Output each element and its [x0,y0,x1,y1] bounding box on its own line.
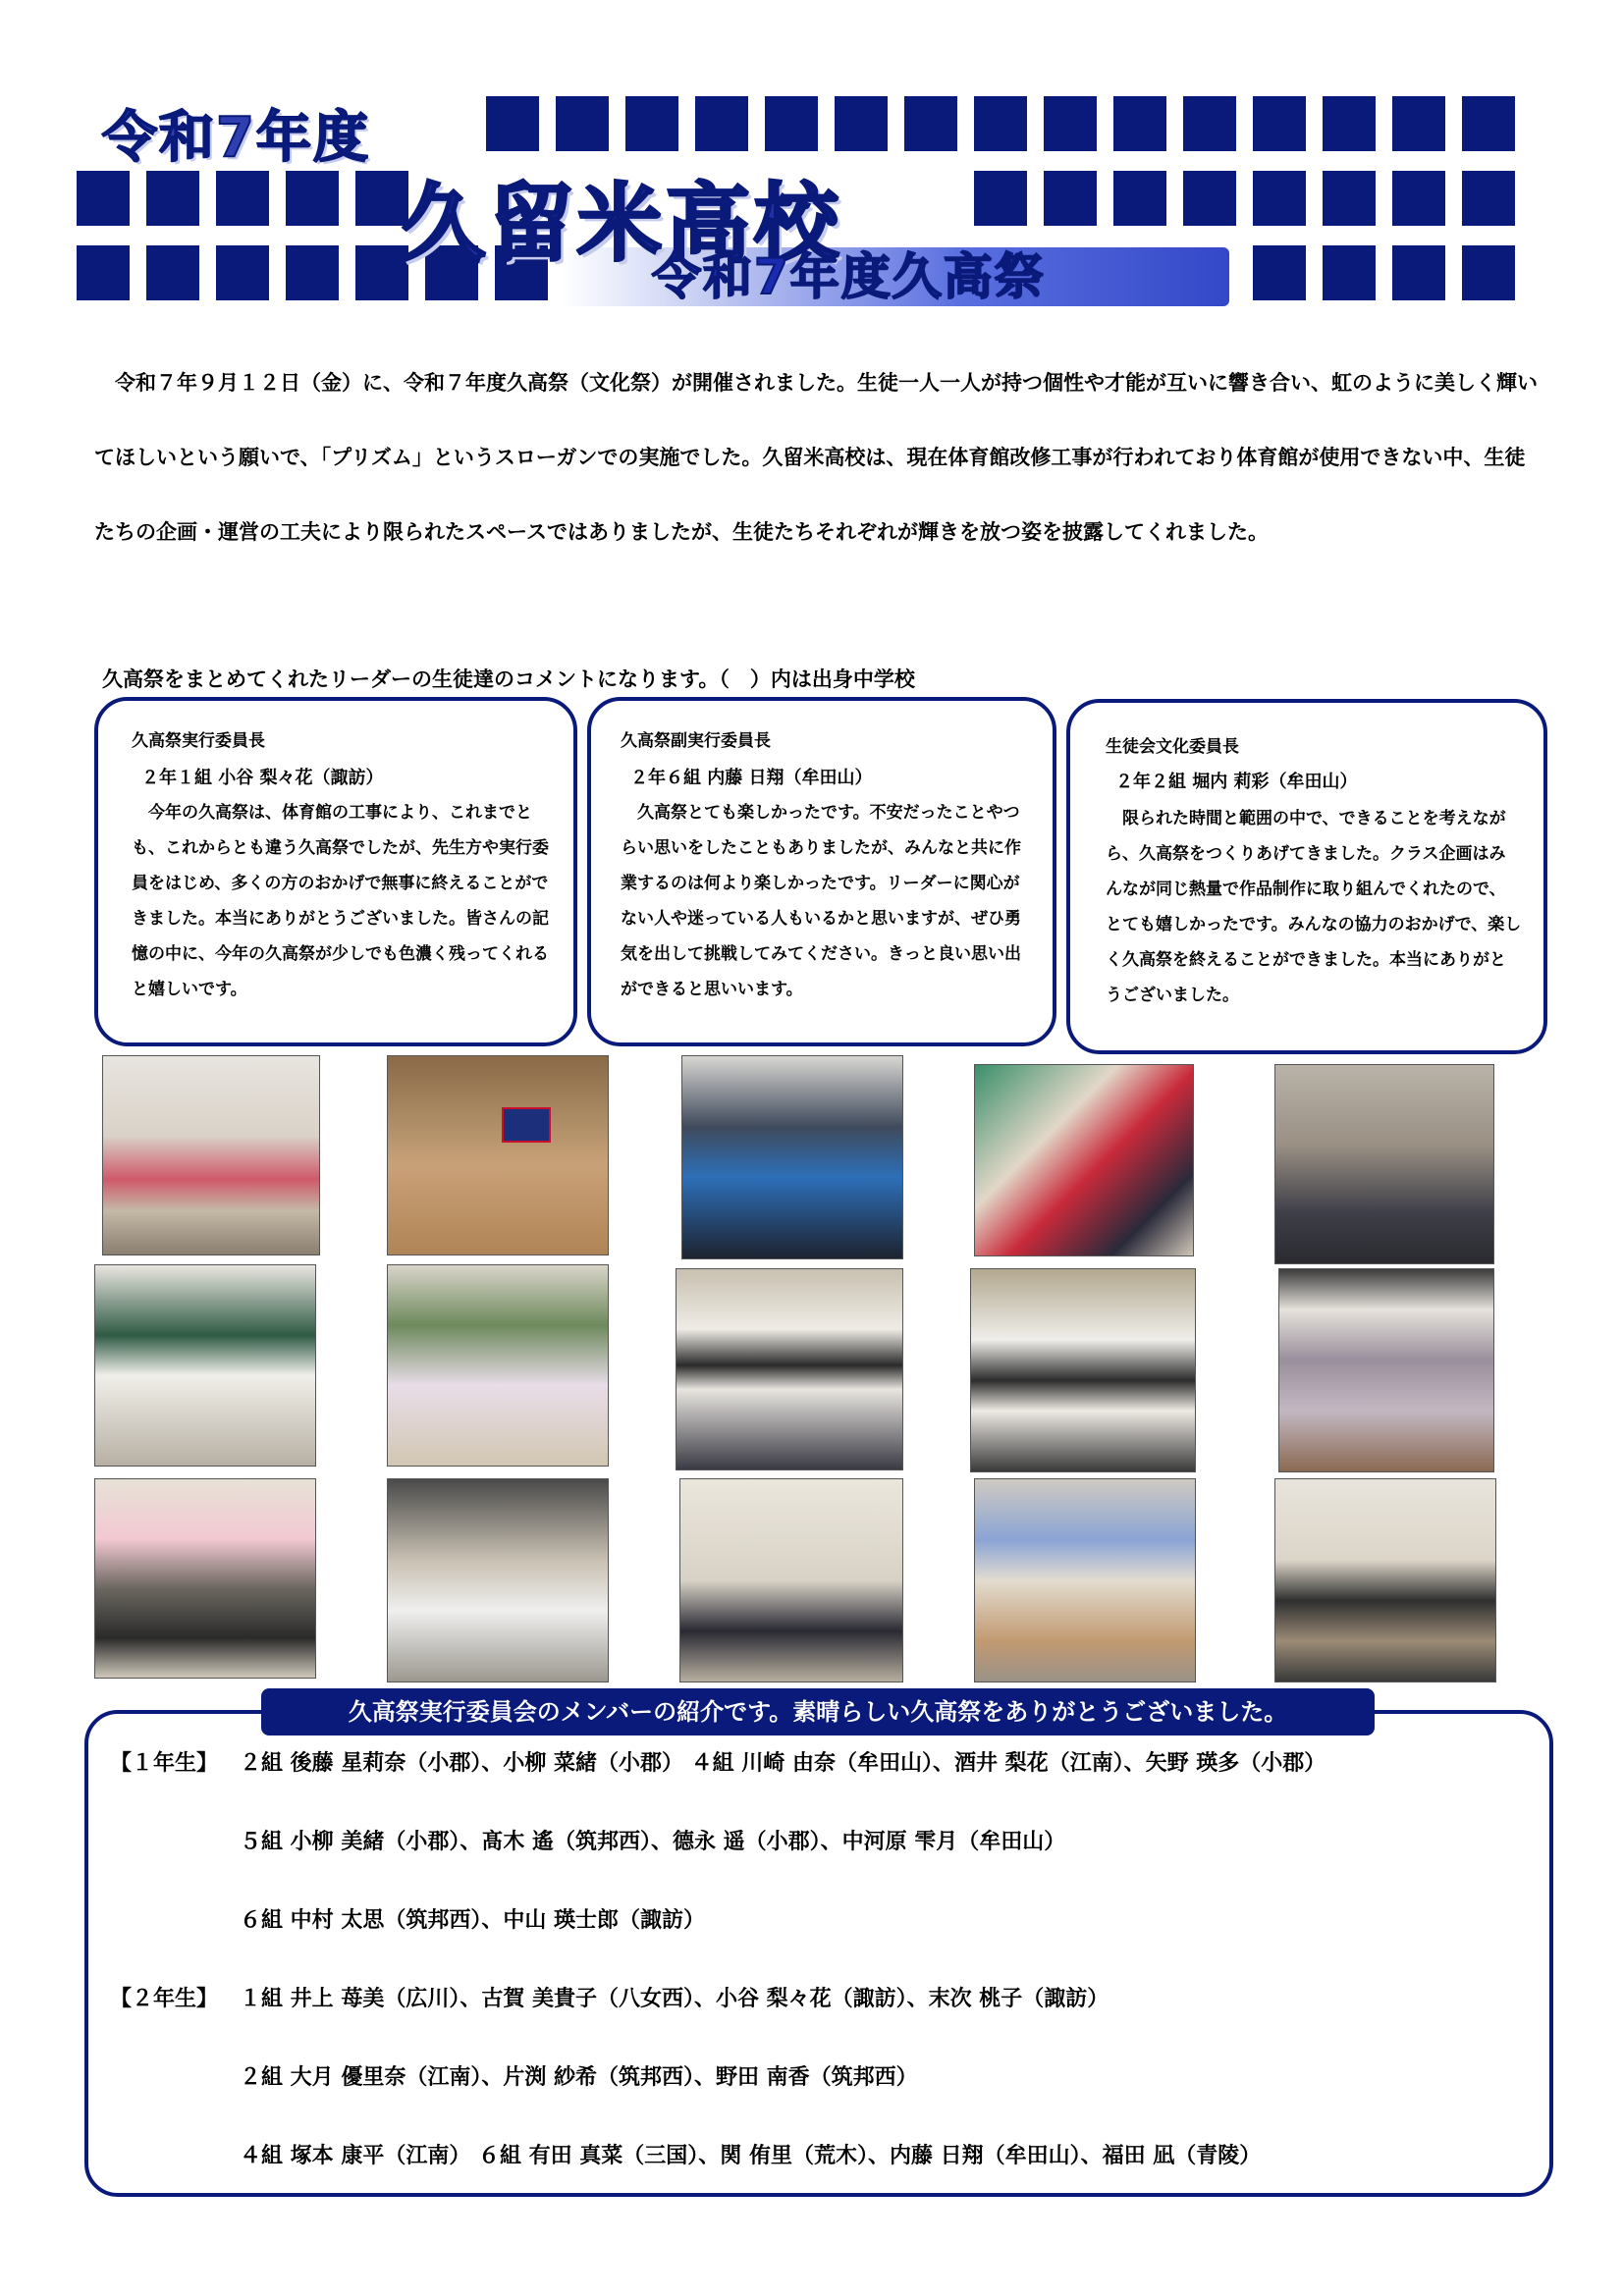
deco-square [974,96,1027,151]
deco-square [625,96,678,151]
photo-paper-mosaic [1278,1268,1494,1472]
deco-square [1323,245,1376,300]
deco-square [1323,171,1376,226]
members-grade-label: 【２年生】 [110,1987,219,2011]
photo-stage-performance [1274,1478,1496,1682]
members-row: ５組 小柳 美緒（小郡）、髙木 遙（筑邦西）、德永 遥（小郡）、中河原 雫月（牟田山） [240,1830,1066,1854]
photo-cafe-classroom [387,1264,609,1467]
members-row: ４組 塚本 康平（江南） ６組 有田 真菜（三国）、関 侑里（荒木）、内藤 日翔（牟田山）、福田 凪（青陵） [240,2144,1262,2168]
photo-stage-dance [102,1055,320,1255]
deco-square [765,96,818,151]
deco-square [1113,171,1166,226]
deco-square [1253,245,1306,300]
deco-square [1253,171,1306,226]
deco-square [1392,245,1445,300]
photo-pottery-display [387,1478,609,1682]
members-row: ２組 大月 優里奈（江南）、片渕 紗希（筑邦西）、野田 南香（筑邦西） [240,2065,918,2090]
deco-square [77,245,130,300]
photo-atrium-balcony [974,1478,1196,1682]
year-title: 令和7年度 [102,106,370,170]
photo-calligraphy-floor [970,1268,1196,1472]
deco-square [1462,96,1515,151]
deco-square [1044,171,1097,226]
deco-square [1044,96,1097,151]
comment-role: 生徒会文化委員長 [1106,737,1239,757]
deco-square [1462,171,1515,226]
deco-square [286,171,339,226]
members-box [84,1710,1553,2197]
deco-square [974,171,1027,226]
comment-body: 久高祭とても楽しかったです。不安だったことやつらい思いをしたこともありましたが、みんなと共に作業するのは何より楽しかったです。リーダーに関心がない人や迷っている人もいるかと思いますが、ぜひ勇気を出して挑戦してみてください。きっと良い思い出ができると思いいます。 [621,803,1021,999]
photo-union-jack-classroom [387,1055,609,1255]
intro-paragraph: 令和７年９月１２日（金）に、令和７年度久高祭（文化祭）が開催されました。生徒一人一人が持つ個性や才能が互いに響き合い、虹のように美しく輝いてほしいという願いで、「プリズム」というスローガンでの実施でした。久留米高校は、現在体育館改修工事が行われており体育館が使用できない中、生徒たちの企画・運営の工夫により限られたスペースではありましたが、生徒たちそれぞれが輝きを放つ姿を披露してくれました。 [94,371,1538,544]
union-jack-flag [502,1107,551,1143]
deco-square [216,245,269,300]
comment-box-culture-chair [1066,699,1547,1054]
comment-box-chair [94,697,577,1046]
comment-role: 久高祭副実行委員長 [621,731,771,751]
members-row: １組 井上 苺美（広川）、古賀 美貴子（八女西）、小谷 梨々花（諏訪）、末次 桃子（諏訪） [240,1987,1109,2011]
deco-square [1253,96,1306,151]
photo-flower-classroom [94,1264,316,1467]
deco-square [1113,96,1166,151]
photo-brass-band [681,1055,903,1259]
deco-square [1183,96,1236,151]
comment-box-vice-chair [587,697,1056,1046]
event-name: 令和7年度久高祭 [652,248,1046,305]
deco-square [77,171,130,226]
deco-square [1183,171,1236,226]
deco-square [695,96,748,151]
school-name: 久留米高校 [401,175,842,273]
comment-name: ２年１組 小谷 梨々花（諏訪） [141,768,384,788]
photo-atrium-audience [1274,1064,1494,1264]
deco-square [1392,96,1445,151]
deco-square [216,171,269,226]
comment-body: 限られた時間と範囲の中で、できることを考えながら、久高祭をつくりあげてきました。クラス企画はみんなが同じ熱量で作品制作に取り組んでくれたので、とても嬉しかったです。みんなの協力のおかげで、楽しく久高祭を終えることができました。本当にありがとうございました。 [1106,809,1522,1005]
photo-art-display [974,1064,1194,1256]
deco-square [1323,96,1376,151]
deco-square [146,171,199,226]
members-row: ２組 後藤 星莉奈（小郡）、小柳 菜緒（小郡） ４組 川崎 由奈（牟田山）、酒井 梨花（江南）、矢野 瑛多（小郡） [240,1751,1326,1776]
deco-square [486,96,539,151]
deco-square [1462,245,1515,300]
comment-name: ２年２組 堀内 莉彩（牟田山） [1115,772,1358,792]
comment-role: 久高祭実行委員長 [132,731,265,751]
photo-gallery-exhibition [679,1478,903,1682]
deco-square [904,96,957,151]
members-grade-label: 【１年生】 [110,1751,219,1776]
members-title: 久高祭実行委員会のメンバーの紹介です。素晴らしい久高祭をありがとうございました。 [261,1688,1375,1735]
members-row: ６組 中村 太思（筑邦西）、中山 瑛士郎（諏訪） [240,1908,705,1933]
deco-square [1392,171,1445,226]
deco-square [146,245,199,300]
photo-calligraphy-performance [676,1268,903,1470]
deco-square [835,96,888,151]
comment-body: 今年の久高祭は、体育館の工事により、これまでとも、これからとも違う久高祭でしたが、先生方や実行委員をはじめ、多くの方のおかげで無事に終えることができました。本当にありがとうございました。皆さんの記憶の中に、今年の久高祭が少しでも色濃く残ってくれると嬉しいです。 [132,803,549,999]
comments-lead: 久高祭をまとめてくれたリーダーの生徒達のコメントになります。（ ）内は出身中学校 [102,667,915,691]
photo-totoro-display [94,1478,316,1679]
deco-square [556,96,609,151]
comment-name: ２年６組 内藤 日翔（牟田山） [630,768,873,788]
deco-square [286,245,339,300]
